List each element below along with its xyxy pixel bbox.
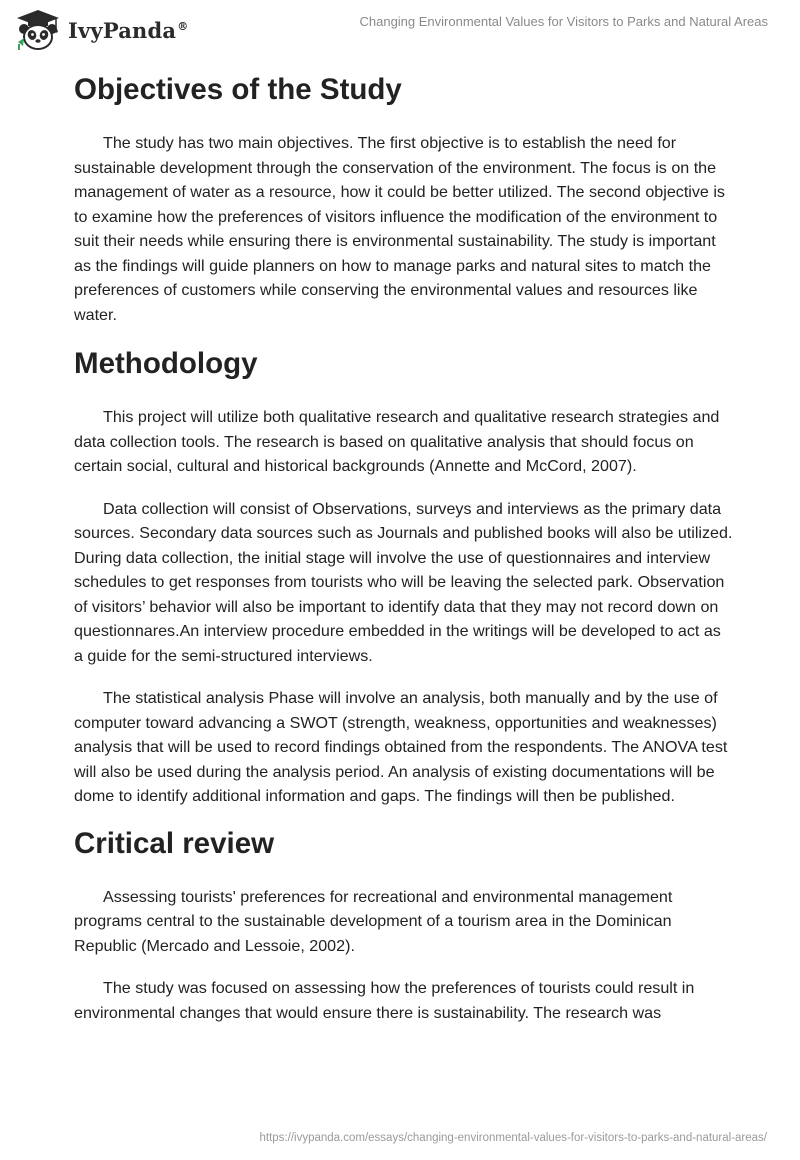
page-header (0, 0, 800, 62)
essay-content (74, 70, 734, 1025)
panda-graduate-icon (14, 8, 62, 52)
paragraph: Assessing tourists' preferences for recreational and environmental management programs central to the sustainable development of a tourism area in the Dominican Republic (Mercado and Lessoie, 2002). (74, 887, 673, 955)
section-heading: Methodology (74, 347, 258, 380)
section-heading: Objectives of the Study (74, 73, 402, 106)
paragraph: Data collection will consist of Observations, surveys and interviews as the primary data sources. Secondary data sources such as Journals and published books will also be utilized. During data collection, the initial stage will involve the use of questionnaires and interview schedules to get responses from tourists who will be leaving the selected park. Observation of visitors’ behavior will also be important to identify data that they may not record down on questionnares.An interview procedure embedded in the writings will be developed to act as a guide for the semi-structured interviews. (74, 499, 733, 665)
paragraph: The statistical analysis Phase will involve an analysis, both manually and by the use of computer toward advancing a SWOT (strength, weakness, opportunities and weaknesses) analysis that will be used to record findings obtained from the respondents. The ANOVA test will also be used during the analysis period. An analysis of existing documentations will be dome to identify additional information and gaps. The findings will then be published. (74, 689, 728, 805)
paragraph: This project will utilize both qualitative research and qualitative research strategies and data collection tools. The research is based on qualitative analysis that should focus on certain social, cultural and historical backgrounds (Annette and McCord, 2007). (74, 408, 720, 475)
section-critical-review (74, 824, 734, 1026)
document-title: Changing Environmental Values for Visitors to Parks and Natural Areas (359, 14, 768, 29)
section-objectives (74, 70, 734, 327)
paragraph: The study has two main objectives. The first objective is to establish the need for sustainable development through the conservation of the environment. The focus is on the management of water as a resource, how it could be better utilized. The second objective is to examine how the preferences of visitors influence the modification of the environment to suit their needs while ensuring there is environmental sustainability. The study is important as the findings will guide planners on how to manage parks and natural sites to match the preferences of customers while conserving the environmental values and resources like water. (74, 134, 725, 324)
paragraph: The study was focused on assessing how the preferences of tourists could result in environmental changes that would ensure there is sustainability. The research was (74, 979, 695, 1022)
brand-name: IvyPanda® (68, 17, 189, 43)
section-heading: Critical review (74, 826, 275, 860)
ivypanda-logo[interactable] (14, 8, 188, 52)
section-methodology (74, 344, 734, 809)
source-url[interactable]: https://ivypanda.com/essays/changing-environmental-values-for-visitors-to-parks-and-natural-areas/ (259, 1132, 767, 1144)
